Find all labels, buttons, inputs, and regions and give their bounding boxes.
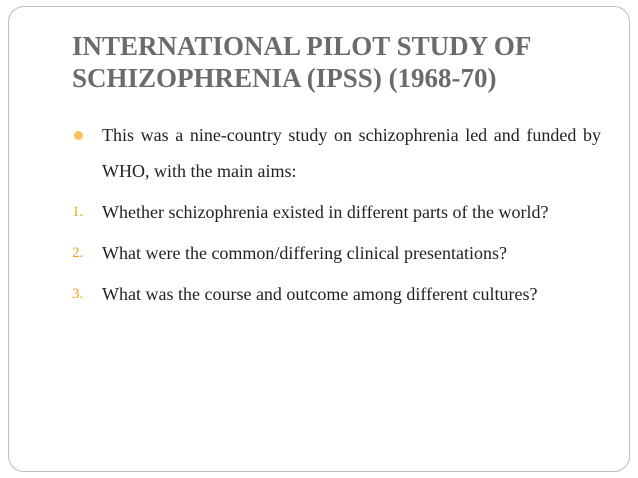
numbered-item-3 — [72, 276, 601, 312]
item-text: What was the course and outcome among different cultures? — [102, 284, 538, 304]
item-text: What were the common/differing clinical presentations? — [102, 243, 508, 263]
numbered-item-1 — [72, 194, 601, 230]
bullet-item — [72, 117, 601, 189]
title-line-2: SCHIZOPHRENIA (IPSS) (1968-70) — [72, 63, 497, 93]
item-text: Whether schizophrenia existed in different parts of the world? — [102, 202, 549, 222]
item-number: 1. — [72, 204, 84, 220]
bullet-text: This was a nine-country study on schizophrenia led and funded by WHO, with the main aims: — [102, 125, 601, 181]
numbered-item-2 — [72, 235, 601, 271]
item-number: 3. — [72, 286, 84, 302]
slide-title — [72, 30, 592, 94]
title-line-1: INTERNATIONAL PILOT STUDY OF — [72, 31, 532, 61]
bullet-dot-icon — [74, 131, 83, 140]
item-number: 2. — [72, 245, 84, 261]
slide-body — [72, 117, 601, 312]
